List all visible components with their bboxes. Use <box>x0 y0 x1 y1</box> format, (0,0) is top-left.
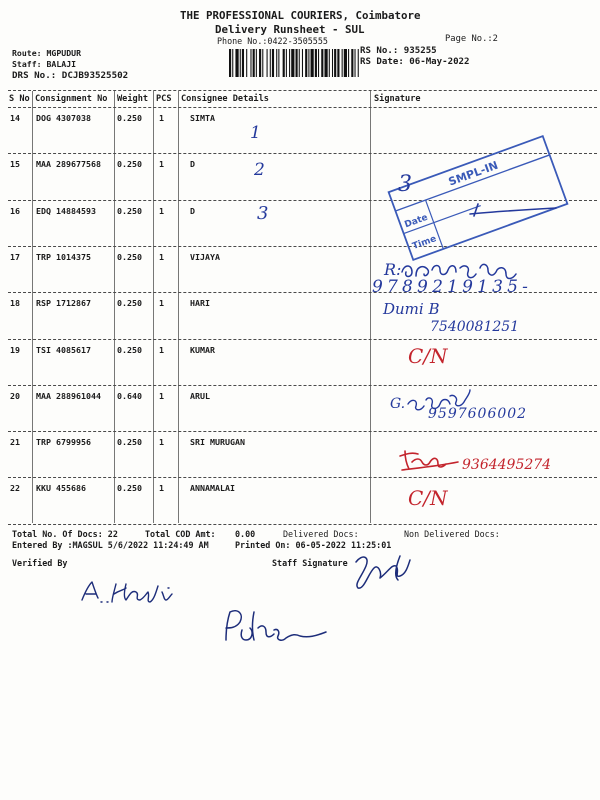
row-weight: 0.250 <box>117 483 142 494</box>
rs-date: RS Date: 06-May-2022 <box>360 57 470 67</box>
barcode-bar <box>308 49 309 77</box>
verifier-signature <box>82 582 172 602</box>
row-pcs: 1 <box>159 437 164 448</box>
handwritten-phone: 7540081251 <box>430 319 520 335</box>
barcode-bar <box>299 49 300 77</box>
barcode-bar <box>291 49 294 77</box>
row-consignment: TRP 1014375 <box>36 251 91 262</box>
row-sno: 18 <box>10 298 20 309</box>
row-divider <box>8 246 597 247</box>
cod-label: Total COD Amt: <box>145 529 216 539</box>
barcode-bar <box>270 49 271 77</box>
barcode-bar <box>344 49 347 77</box>
document-title: Delivery Runsheet - SUL <box>215 23 365 36</box>
staff-signature-label: Staff Signature <box>272 558 348 568</box>
barcode-bar <box>250 49 251 77</box>
row-consignment: TRP 6799956 <box>36 437 91 448</box>
row-pcs: 1 <box>159 113 164 123</box>
barcode-bar <box>262 49 263 77</box>
row-pcs: 1 <box>159 483 164 494</box>
barcode-bar <box>332 49 333 77</box>
phone-number: Phone No.:0422-3505555 <box>217 36 328 46</box>
row-weight: 0.250 <box>117 298 142 309</box>
row-pcs: 1 <box>159 390 164 401</box>
row-divider <box>8 339 597 340</box>
route: Route: MGPUDUR <box>12 48 82 58</box>
barcode-bar <box>242 49 244 77</box>
barcode-bar <box>256 49 257 77</box>
row-consignment: TSI 4085617 <box>36 344 91 355</box>
delivered-docs-label: Delivered Docs: <box>283 529 359 539</box>
rs-number: RS No.: 935255 <box>360 46 437 56</box>
company-name: THE PROFESSIONAL COURIERS, Coimbatore <box>180 9 421 22</box>
row-sno: 19 <box>10 344 20 355</box>
barcode-bar <box>278 49 279 77</box>
column-header-sno: S No <box>9 94 30 104</box>
barcode-bar <box>324 49 327 77</box>
barcode-bar <box>253 49 255 77</box>
barcode-bar <box>296 49 298 77</box>
row-consignee: D <box>190 159 195 170</box>
row-consignee: SRI MURUGAN <box>190 437 245 448</box>
handwritten-mark: 2 <box>254 160 265 180</box>
handwritten-phone: 9364495274 <box>462 457 552 473</box>
row-divider <box>8 385 597 386</box>
printed-on: Printed On: 06-05-2022 11:25:01 <box>235 540 392 550</box>
non-delivered-docs-label: Non Delivered Docs: <box>404 529 500 539</box>
row-divider <box>8 200 597 201</box>
row-pcs: 1 <box>159 159 164 170</box>
handwritten-name: Dumi B <box>383 300 440 318</box>
handwritten-note: C/N <box>408 344 448 368</box>
delivery-signature <box>226 611 326 640</box>
drs-number: DRS No.: DCJB93525502 <box>12 70 129 81</box>
barcode-bar <box>337 49 339 77</box>
barcode-bar <box>286 49 287 77</box>
staff: Staff: BALAJI <box>12 59 77 69</box>
column-header-pcs: PCS <box>156 94 172 104</box>
barcode-bar <box>311 49 314 77</box>
barcode-bar <box>348 49 349 77</box>
barcode-bar <box>318 49 319 77</box>
row-consignment: RSP 1712867 <box>36 298 91 309</box>
barcode-bar <box>240 49 241 77</box>
row-divider <box>8 153 597 154</box>
handwritten-mark: 3 <box>257 203 269 224</box>
row-divider <box>8 524 597 525</box>
row-sno: 17 <box>10 251 20 262</box>
column-header-consignee: Consignee Details <box>181 94 269 104</box>
handwritten-note: C/N <box>408 486 448 510</box>
row-sno: 21 <box>10 437 20 448</box>
handwritten-mark: 3 <box>398 172 412 197</box>
barcode-bar <box>302 49 303 77</box>
row-divider <box>8 477 597 478</box>
barcode-bar <box>351 49 353 77</box>
barcode-bar <box>354 49 355 77</box>
row-pcs: 1 <box>159 205 164 216</box>
barcode-bar <box>283 49 285 77</box>
row-weight: 0.250 <box>117 113 142 123</box>
column-header-consignment: Consignment No <box>35 94 108 104</box>
stamp-title: SMPL-IN <box>446 158 500 189</box>
handwritten-phone: 9597606002 <box>428 406 528 422</box>
row-consignment: MAA 289677568 <box>36 159 101 170</box>
handwritten-mark: 1 <box>250 123 261 143</box>
column-header-weight: Weight <box>117 94 149 104</box>
row-pcs: 1 <box>159 298 164 309</box>
row-sno: 14 <box>10 113 20 123</box>
barcode-bar <box>229 49 231 77</box>
barcode-bar <box>276 49 277 77</box>
row-consignee: ANNAMALAI <box>190 483 235 494</box>
barcode-bar <box>272 49 274 77</box>
row-weight: 0.250 <box>117 344 142 355</box>
row-consignment: EDQ 14884593 <box>36 205 96 216</box>
handwritten-prefix: G. <box>390 396 406 412</box>
table-top-rule <box>8 90 597 91</box>
page-number: Page No.:2 <box>445 34 498 44</box>
header-bottom-rule <box>8 107 597 108</box>
barcode-bar <box>342 49 343 77</box>
stamp-date-label: Date <box>403 212 430 231</box>
row-divider <box>8 431 597 432</box>
barcode-bar <box>232 49 233 77</box>
barcode-bar <box>235 49 238 77</box>
row-consignee: KUMAR <box>190 344 215 355</box>
barcode-bar <box>329 49 330 77</box>
total-docs: Total No. Of Docs: 22 <box>12 529 118 539</box>
row-weight: 0.250 <box>117 205 142 216</box>
column-header-signature: Signature <box>374 94 421 104</box>
barcode-bar <box>358 49 359 77</box>
row-sno: 16 <box>10 205 20 216</box>
barcode-bar <box>246 49 247 77</box>
staff-signature <box>356 556 410 588</box>
row-consignee: HARI <box>190 298 210 309</box>
row-consignment: KKU 455686 <box>36 483 86 494</box>
row-sno: 22 <box>10 483 20 494</box>
row-weight: 0.250 <box>117 159 142 170</box>
row-weight: 0.250 <box>117 251 142 262</box>
row-sno: 20 <box>10 390 20 401</box>
barcode-bar <box>267 49 268 77</box>
barcode-bar <box>259 49 261 77</box>
row-consignee: SIMTA <box>190 113 215 123</box>
handwritten-prefix: R: <box>384 260 402 279</box>
row-sno: 15 <box>10 159 20 170</box>
barcode-bar <box>305 49 307 77</box>
handwritten-phone: 9789219135- <box>372 277 533 297</box>
row-consignee: VIJAYA <box>190 251 220 262</box>
verified-by-label: Verified By <box>12 558 68 568</box>
row-consignment: MAA 288961044 <box>36 390 101 401</box>
barcode-bar <box>334 49 336 77</box>
stamp-time-label: Time <box>411 234 438 252</box>
row-weight: 0.250 <box>117 437 142 448</box>
row-consignee: D <box>190 205 195 216</box>
row-consignment: DOG 4307038 <box>36 113 91 123</box>
barcode-bar <box>321 49 323 77</box>
entered-by: Entered By :MAGSUL 5/6/2022 11:24:49 AM <box>12 540 209 550</box>
row-weight: 0.640 <box>117 390 142 401</box>
cod-value: 0.00 <box>235 529 256 539</box>
barcode <box>229 49 362 77</box>
barcode-bar <box>315 49 317 77</box>
row-consignee: ARUL <box>190 390 210 401</box>
row-pcs: 1 <box>159 251 164 262</box>
row-pcs: 1 <box>159 344 164 355</box>
barcode-bar <box>289 49 290 77</box>
